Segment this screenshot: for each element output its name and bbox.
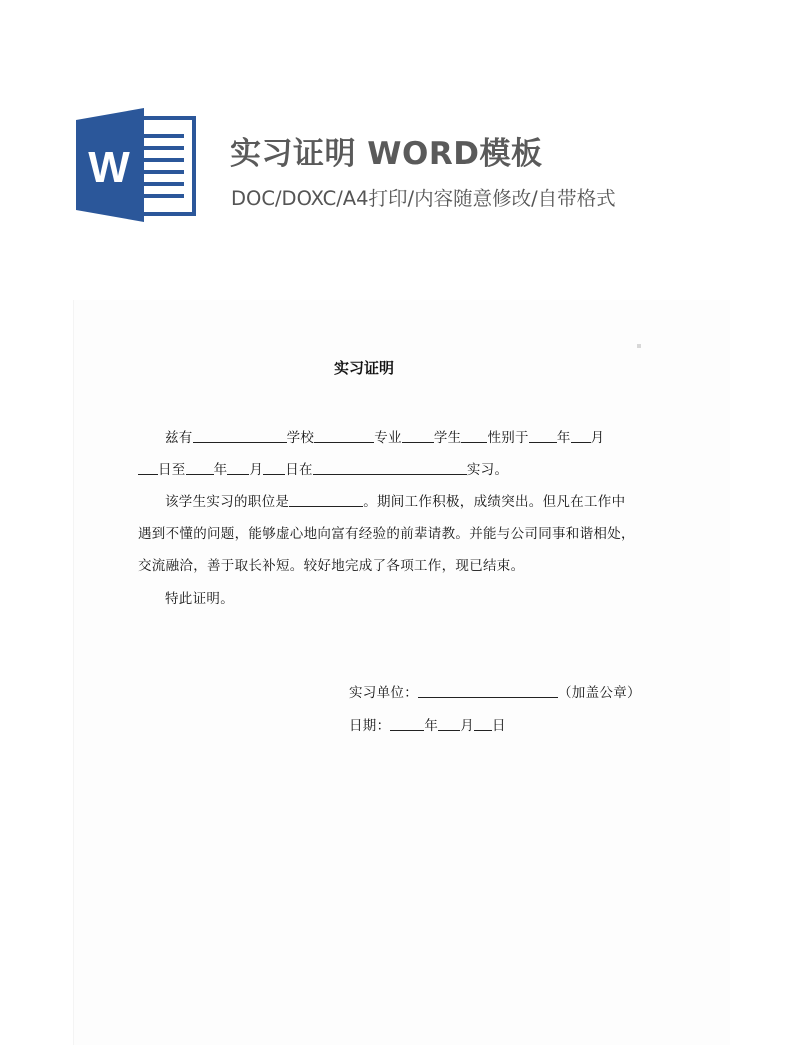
text-segment: 年 — [213, 462, 228, 478]
blank-field-month[interactable] — [571, 429, 591, 443]
text-segment: 学校 — [286, 430, 315, 446]
text-segment: 性别于 — [487, 430, 529, 446]
text-segment: 实习。 — [466, 462, 509, 478]
blank-field-school[interactable] — [193, 429, 287, 443]
blank-field-end-month[interactable] — [227, 461, 249, 475]
unit-label: 实习单位： — [349, 685, 418, 701]
page-edge — [73, 300, 74, 1045]
header — [0, 0, 800, 240]
paragraph-1-line-2 — [138, 460, 508, 480]
blank-field-major[interactable] — [314, 429, 374, 443]
blank-field-position[interactable] — [289, 493, 363, 507]
blank-field-end-year[interactable] — [186, 461, 214, 475]
paragraph-2-line-2: 遇到不懂的问题，能够虚心地向富有经验的前辈请教。并能与公司同事和谐相处， — [138, 526, 635, 542]
blank-field-unit[interactable] — [418, 684, 558, 698]
text-segment: 。期间工作积极，成绩突出。但凡在工作中 — [363, 494, 626, 510]
paragraph-2-line-3: 交流融洽，善于取长补短。较好地完成了各项工作，现已结束。 — [138, 558, 525, 574]
blank-field-student[interactable] — [402, 429, 434, 443]
text-segment: 月 — [249, 462, 264, 478]
svg-text:W: W — [88, 143, 130, 192]
text-segment: 年 — [424, 718, 439, 734]
text-segment: 该学生实习的职位是 — [165, 494, 290, 510]
paragraph-1-line-1 — [165, 428, 604, 448]
closing-text: 特此证明。 — [165, 591, 234, 607]
blank-field-day[interactable] — [138, 461, 158, 475]
blank-field-end-day[interactable] — [263, 461, 285, 475]
seal-note: （加盖公章） — [558, 685, 641, 701]
page-subtitle: DOC/DOXC/A4打印/内容随意修改/自带格式 — [231, 187, 616, 210]
signature-unit-line — [349, 683, 641, 703]
text-segment: 日至 — [158, 462, 186, 478]
blank-field-sign-day[interactable] — [474, 717, 492, 731]
date-label: 日期： — [349, 718, 391, 734]
text-segment: 日在 — [285, 462, 313, 478]
blank-field-sign-month[interactable] — [438, 717, 460, 731]
word-icon — [76, 108, 198, 222]
text-segment: 月 — [460, 718, 475, 734]
text-segment: 兹有 — [165, 430, 193, 446]
text-segment: 日 — [492, 718, 506, 734]
blank-field-year[interactable] — [529, 429, 557, 443]
corner-mark — [637, 344, 641, 348]
document-page — [74, 300, 730, 1045]
text-segment: 年 — [556, 430, 571, 446]
text-segment: 学生 — [433, 430, 462, 446]
blank-field-gender[interactable] — [461, 429, 487, 443]
signature-date-line — [349, 716, 506, 736]
blank-field-sign-year[interactable] — [390, 717, 424, 731]
text-segment: 月 — [590, 430, 605, 446]
document-title-text: 实习证明 — [334, 359, 395, 377]
blank-field-company[interactable] — [313, 461, 467, 475]
text-segment: 专业 — [374, 430, 402, 446]
paragraph-2-line-1 — [165, 492, 625, 512]
page-title: 实习证明 WORD模板 — [230, 136, 543, 172]
